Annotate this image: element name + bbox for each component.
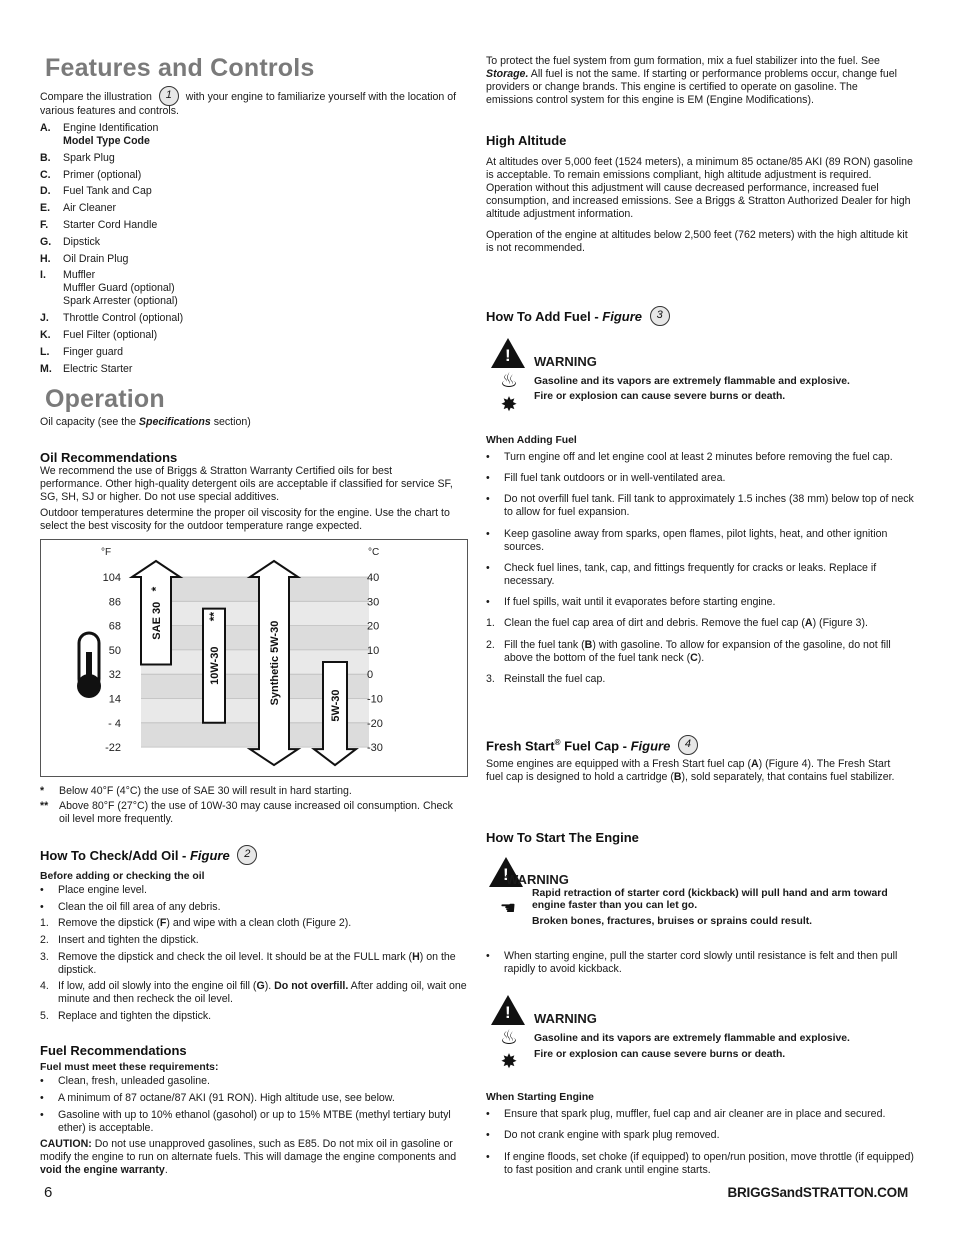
c-tick-label: -30 [367, 742, 383, 755]
oil-capacity-em: Specifications [138, 416, 211, 428]
feature-key: A. [40, 122, 51, 134]
high-altitude-p1: At altitudes over 5,000 feet (1524 meters), a minimum 85 octane/85 AKI (89 RON) gasoline is acceptable. To remain emissions compliant, high altitude adjustment is required. Operation without this adjustment will cause decreased performance, increased fuel consumption, and increased emissions. See a Briggs & Stratton Authorized Dealer for high altitude adjustment information. [486, 156, 913, 220]
warning-fuel-l1: Gasoline and its vapors are extremely flammable and explosive. [534, 1033, 850, 1044]
grid-band [141, 601, 369, 625]
oil-rec-p1-l2: performance. Other high-quality detergent oils are acceptable if classified for service SF, [40, 477, 453, 490]
check-oil-title-text: How To Check/Add Oil - [40, 848, 190, 863]
add-fuel-figure-word: Figure [602, 309, 642, 324]
warning-fuel-2 [486, 995, 914, 1075]
list-text: Do not crank engine with spark plug removed. [504, 1129, 720, 1141]
high-altitude-p2: Operation of the engine at altitudes below 2,500 feet (762 meters) with the high altitude kit is not recommended. [486, 229, 908, 254]
warning-fuel-l2: Fire or explosion can cause severe burns or death. [534, 391, 786, 402]
fuel-system-paragraph [486, 55, 926, 107]
list-marker: • [40, 1075, 44, 1087]
oil-capacity [40, 416, 251, 429]
list-marker: 2. [486, 639, 495, 651]
oil-viscosity-chart [40, 539, 468, 777]
f-tick-label: - 4 [108, 717, 121, 730]
list-text: If fuel spills, wait until it evaporates before starting engine. [504, 596, 776, 608]
fuel-sys-l3: providers or change brands. This engine is certified to operate on gasoline. The [486, 80, 858, 93]
f-unit-label: °F [101, 547, 112, 558]
feature-key: C. [40, 169, 51, 181]
caution-end: . [164, 1163, 168, 1176]
feature-key: B. [40, 152, 51, 164]
caution-paragraph [40, 1138, 480, 1177]
f-tick-label: 32 [108, 669, 121, 682]
fuel-sys-l4: emissions control system for this engine is EM (Engine Modifications). [486, 93, 814, 106]
feature-label: Dipstick [63, 236, 101, 248]
kickback-item-text: When starting engine, pull the starter cord slowly until resistance is felt and then pull rapidly to avoid kickback. [504, 950, 898, 975]
fuel-sys-l2: All fuel is not the same. If starting or performance problems occur, change fuel [528, 67, 898, 80]
oil-capacity-post: section) [210, 416, 251, 428]
list-marker: • [486, 1129, 490, 1141]
thermo-fill [86, 652, 92, 686]
warning-label: WARNING [534, 1011, 597, 1026]
oil-rec-paragraph-1 [40, 465, 480, 504]
feature-key: K. [40, 329, 51, 341]
explosion-icon: ✸ [500, 394, 518, 416]
c-tick-label: 0 [367, 669, 374, 682]
list-text: Clean, fresh, unleaded gasoline. [58, 1075, 210, 1087]
c-tick-label: 10 [367, 644, 380, 657]
feature-label: Electric Starter [63, 363, 133, 375]
list-text: Insert and tighten the dipstick. [58, 934, 199, 946]
list-text: Clean the oil fill area of any debris. [58, 901, 221, 913]
c-tick-label: 40 [367, 572, 380, 584]
feature-label: Primer (optional) [63, 169, 142, 181]
caution-label: CAUTION: [40, 1138, 92, 1150]
c-tick-label: 30 [367, 596, 380, 609]
oil-rec-p2-l2: select the best viscosity for the outdoor temperature range expected. [40, 519, 363, 532]
figure-1-badge: 1 [159, 86, 179, 106]
bullet: • [486, 950, 490, 962]
feature-key: L. [40, 346, 50, 358]
feature-key: J. [40, 312, 49, 324]
feature-sub-label: Muffler Guard (optional) [63, 282, 175, 294]
oil-capacity-pre: Oil capacity (see the [40, 416, 139, 428]
feature-label: Fuel Tank and Cap [63, 185, 152, 197]
f-tick-label: 50 [108, 644, 121, 657]
feature-label: Air Cleaner [63, 202, 116, 214]
list-text: Turn engine off and let engine cool at least 2 minutes before removing the fuel cap. [504, 451, 893, 463]
oil-bar-label: 5W-30 [330, 689, 342, 722]
fuel-rec-title: Fuel Recommendations [40, 1043, 187, 1058]
warning-kick-l1: Rapid retraction of starter cord (kickback) will pull hand and arm toward [532, 888, 888, 899]
fire-icon: ♨ [500, 1027, 518, 1049]
check-oil-figure-word: Figure [189, 848, 230, 863]
feature-label: Engine Identification [63, 122, 159, 134]
list-text: Fill the fuel tank (B) with gasoline. To allow for expansion of the gasoline, do not fill above the bottom of the fuel tank neck (C). [504, 639, 891, 664]
list-marker: • [486, 451, 490, 463]
fresh-p-l1: Some engines are equipped with a Fresh Start fuel cap (A) (Figure 4). The Fresh Start [486, 758, 891, 770]
thermometer-icon [77, 633, 101, 698]
list-marker: 5. [40, 1010, 49, 1022]
fresh-p-l2: fuel cap is designed to hold a cartridge (B), sold separately, that contains fuel stabilizer. [486, 770, 895, 783]
f-tick-label: 104 [102, 572, 121, 584]
oil-bar-label: Synthetic 5W-30 [269, 620, 281, 706]
feature-sub-label: Spark Arrester (optional) [63, 295, 178, 307]
warning-kickback [486, 857, 914, 937]
list-marker: • [486, 472, 490, 484]
high-altitude-title: High Altitude [486, 133, 567, 148]
list-marker: • [486, 493, 490, 505]
check-oil-title [40, 848, 257, 865]
website-url: BRIGGSandSTRATTON.COM [727, 1185, 908, 1200]
feature-label: Spark Plug [63, 152, 115, 164]
feature-key: E. [40, 202, 51, 214]
compare-pre: Compare the illustration [40, 90, 152, 103]
storage-link[interactable]: Storage. [486, 67, 529, 80]
list-marker: 1. [40, 917, 49, 929]
list-text: Replace and tighten the dipstick. [58, 1010, 212, 1022]
f-tick-label: -22 [105, 742, 121, 755]
warning-kick-l3: Broken bones, fractures, bruises or sprains could result. [532, 916, 813, 927]
warning-fuel-l1: Gasoline and its vapors are extremely flammable and explosive. [534, 376, 850, 387]
note2-text [59, 800, 453, 826]
oil-bar-note: * [149, 586, 163, 592]
when-adding-fuel: When Adding Fuel [486, 435, 577, 446]
c-tick-label: -10 [367, 693, 383, 706]
fresh-title-pre: Fresh Start [486, 738, 555, 754]
list-marker: • [486, 1108, 490, 1120]
fresh-title-post: Fuel Cap - [560, 738, 631, 754]
list-text: Gasoline with up to 10% ethanol (gasohol) or up to 15% MTBE (methyl tertiary butyl ether) is acceptable. [58, 1109, 451, 1134]
page-number: 6 [44, 1184, 53, 1201]
list-text: Remove the dipstick and check the oil level. It should be at the FULL mark (H) on the dipstick. [58, 951, 456, 976]
list-text: Remove the dipstick (F) and wipe with a clean cloth (Figure 2). [58, 917, 352, 929]
warning-label: WARNING [534, 354, 597, 369]
note1-text: Below 40°F (4°C) the use of SAE 30 will result in hard starting. [59, 785, 352, 797]
feature-label: Oil Drain Plug [63, 253, 129, 265]
list-marker: 1. [486, 617, 495, 629]
feature-key: D. [40, 185, 51, 197]
feature-label: Fuel Filter (optional) [63, 329, 158, 341]
list-marker: • [486, 1151, 490, 1163]
fresh-start-title [486, 738, 698, 755]
f-tick-label: 86 [108, 596, 121, 609]
caution-bold: void the engine warranty [40, 1163, 165, 1176]
oil-rec-title: Oil Recommendations [40, 450, 178, 465]
list-marker: • [40, 1092, 44, 1104]
list-text: Reinstall the fuel cap. [504, 673, 606, 685]
warning-kick-l2: engine faster than you can let go. [532, 900, 698, 911]
kickback-hand-icon: ☚ [499, 898, 517, 918]
oil-rec-p1-l1: We recommend the use of Briggs & Stratton Warranty Certified oils for best [40, 465, 393, 477]
explosion-icon: ✸ [500, 1051, 518, 1073]
figure-3-badge: 3 [650, 306, 670, 326]
list-text: If engine floods, set choke (if equipped) to open/run position, move throttle (if equipped) to fast position and crank until engine starts. [504, 1151, 914, 1176]
note1-mark: * [40, 785, 45, 797]
list-marker: • [40, 901, 44, 913]
list-text: Ensure that spark plug, muffler, fuel cap and air cleaner are in place and secured. [504, 1108, 886, 1120]
list-marker: • [40, 1109, 44, 1121]
fuel-must: Fuel must meet these requirements: [40, 1062, 219, 1073]
list-marker: • [486, 562, 490, 574]
note2-mark: ** [40, 800, 49, 812]
feature-key: I. [40, 269, 46, 281]
registered-mark: ® [554, 738, 561, 747]
oil-chart-svg [41, 540, 467, 776]
c-unit-label: °C [368, 547, 380, 558]
oil-bar-note: ** [207, 611, 221, 622]
feature-key: H. [40, 253, 51, 265]
feature-label: Muffler [63, 269, 96, 281]
warning-triangle-icon [491, 995, 525, 1025]
feature-label: Throttle Control (optional) [63, 312, 184, 324]
figure-4-badge: 4 [678, 735, 698, 755]
feature-key: M. [40, 363, 52, 375]
oil-bar-label: 10W-30 [209, 646, 221, 685]
list-text: A minimum of 87 octane/87 AKI (91 RON). High altitude use, see below. [58, 1092, 395, 1104]
add-fuel-title-text: How To Add Fuel - [486, 309, 603, 324]
compare-post: with your engine to familiarize yourself with the location of [185, 90, 457, 103]
warning-label: WARNING [506, 872, 569, 887]
add-fuel-title [486, 309, 670, 326]
note2-l1: Above 80°F (27°C) the use of 10W-30 may cause increased oil consumption. Check [59, 800, 453, 812]
oil-rec-p1-l3: SG, SH, SJ or higher. Do not use special additives. [40, 490, 280, 503]
oil-rec-paragraph-2 [40, 507, 480, 533]
caution-l1: Do not use unapproved gasolines, such as E85. Do not mix oil in gasoline or [91, 1138, 453, 1150]
list-text: Check fuel lines, tank, cap, and fittings frequently for cracks or leaks. Replace if necessary. [504, 562, 877, 587]
features-title: Features and Controls [45, 54, 315, 82]
fire-icon: ♨ [500, 370, 518, 392]
caution-l2: modify the engine to run on alternate fuels. This will damage the engine components and [40, 1150, 457, 1163]
fuel-sys-l1: To protect the fuel system from gum formation, mix a fuel stabilizer into the fuel. See [486, 55, 880, 67]
oil-bar-label: SAE 30 [151, 601, 163, 640]
start-engine-title: How To Start The Engine [486, 830, 639, 845]
oil-rec-p2-l1: Outdoor temperatures determine the proper oil viscosity for the engine. Use the chart to [40, 507, 450, 519]
figure-2-badge: 2 [237, 845, 257, 865]
grid-band [141, 577, 369, 601]
feature-sub-label: Model Type Code [63, 135, 150, 147]
when-starting: When Starting Engine [486, 1092, 594, 1103]
feature-label: Finger guard [63, 346, 124, 358]
feature-key: F. [40, 219, 49, 231]
list-marker: 3. [40, 951, 49, 963]
list-marker: 2. [40, 934, 49, 946]
list-marker: • [486, 596, 490, 608]
list-text: Keep gasoline away from sparks, open flames, pilot lights, heat, and other ignition sources. [504, 528, 888, 553]
operation-title: Operation [45, 385, 165, 413]
feature-label: Starter Cord Handle [63, 219, 158, 231]
list-marker: • [486, 528, 490, 540]
feature-key: G. [40, 236, 52, 248]
list-marker: 4. [40, 980, 49, 992]
list-marker: 3. [486, 673, 495, 685]
c-tick-label: -20 [367, 717, 383, 730]
list-marker: • [40, 884, 44, 896]
list-text: If low, add oil slowly into the engine oil fill (G). Do not overfill. After adding oil, wait one minute and then recheck the oil level. [58, 980, 467, 1005]
f-tick-label: 68 [108, 620, 121, 633]
fresh-figure-word: Figure [630, 738, 671, 754]
list-text: Do not overfill fuel tank. Fill tank to approximately 1.5 inches (38 mm) below top of neck to allow for fuel expansion. [504, 493, 914, 518]
f-tick-label: 14 [108, 693, 121, 706]
warning-fuel-1 [486, 338, 914, 418]
warning-fuel-l2: Fire or explosion can cause severe burns or death. [534, 1049, 786, 1060]
list-text: Fill fuel tank outdoors or in well-ventilated area. [504, 472, 726, 484]
warning-triangle-icon [491, 338, 525, 368]
fresh-start-paragraph [486, 758, 926, 784]
c-tick-label: 20 [367, 620, 380, 633]
list-text: Place engine level. [58, 884, 147, 896]
grid-band [141, 626, 369, 650]
note2-l2: oil level more frequently. [59, 812, 174, 825]
list-text: Clean the fuel cap area of dirt and debris. Remove the fuel cap (A) (Figure 3). [504, 617, 868, 629]
compare-line2: various features and controls. [40, 105, 179, 117]
before-adding: Before adding or checking the oil [40, 871, 205, 882]
